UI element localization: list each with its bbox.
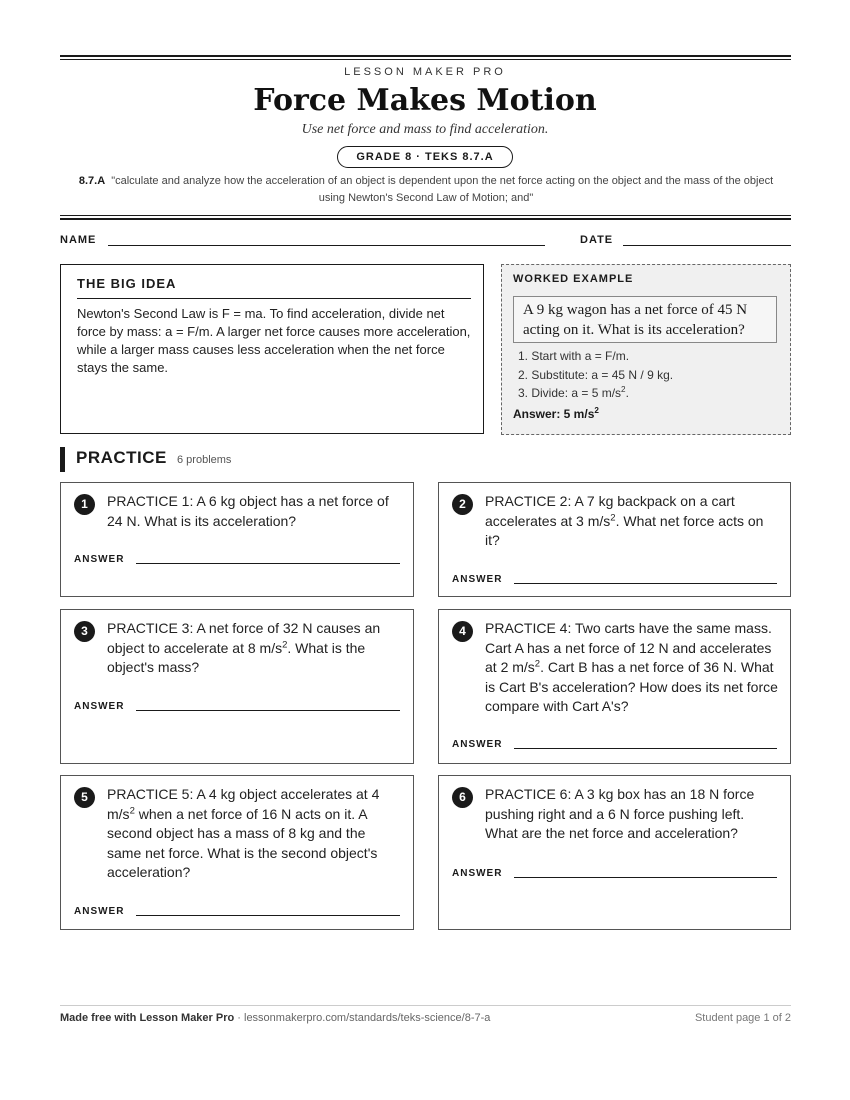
standard-description [66,173,786,207]
problem-number-badge: 4 [452,621,473,642]
footer-credit: Made free with Lesson Maker Pro · lessonmakerpro.com/standards/teks-science/8-7-a [60,1012,491,1024]
footer-page-number: Student page 1 of 2 [694,1012,791,1024]
answer-field[interactable] [514,583,777,584]
worked-example-heading: WORKED EXAMPLE [513,273,634,285]
problem-text: PRACTICE 4: Two carts have the same mass. Cart A has a net force of 12 N and accelerates at 2 $m/s^2$. Cart B has a net force of 36 N. What is Cart B's acceleration? How does its net force compare with Cart A's? [485,620,778,714]
worked-example-steps [518,347,673,403]
standard-code: 8.7.A [78,175,106,187]
practice-card-2 [438,482,791,597]
practice-heading: PRACTICE [76,448,167,467]
big-idea-text: Newton's Second Law is F = ma. To find acceleration, divide net force by mass: a = F/m. A larger net force causes more acceleration, while a larger mass causes less acceleration when the net force stays the same. [77,306,471,375]
problem-number-badge: 6 [452,787,473,808]
big-idea-box [60,264,484,434]
answer-label: ANSWER [74,701,125,712]
answer-label: ANSWER [74,554,125,565]
answer-field[interactable] [514,877,777,878]
practice-card-3 [60,609,414,764]
practice-card-6 [438,775,791,930]
big-idea-heading: THE BIG IDEA [77,276,177,291]
header-bottom-rule-thick [60,218,791,220]
footer-divider [60,1005,791,1006]
worked-example-box [501,264,791,435]
page-title: Force Makes Motion [253,83,597,118]
date-field[interactable] [623,245,791,246]
problem-number-badge: 3 [74,621,95,642]
brand-label: LESSON MAKER PRO [344,66,506,78]
practice-card-4 [438,609,791,764]
footer-url[interactable]: lessonmakerpro.com/standards/teks-science/8-7-a [244,1012,491,1024]
problem-text: PRACTICE 6: A 3 kg box has an 18 N force pushing right and a 6 N force pushing left. What are the net force and acceleration? [485,786,755,841]
worked-example-step-2: 2. Substitute: a = 45 N / 9 kg. [518,367,674,382]
problem-text: PRACTICE 2: A 7 kg backpack on a cart accelerates at 3 $m/s^2$. What net force acts on it? [485,493,764,548]
practice-count: 6 problems [177,454,232,466]
worked-example-step-3: 3. Divide: a = 5 $m/s^2$. [518,385,629,400]
answer-label: ANSWER [452,868,503,879]
answer-label: ANSWER [74,906,125,917]
practice-card-1 [60,482,414,597]
problem-text: PRACTICE 3: A net force of 32 N causes an object to accelerate at 8 $m/s^2$. What is the object's mass? [107,620,381,675]
top-rule-thick [60,55,791,57]
answer-field[interactable] [136,915,400,916]
problem-number-badge: 5 [74,787,95,808]
top-rule-thin [60,59,791,60]
problem-number-badge: 2 [452,494,473,515]
problem-number-badge: 1 [74,494,95,515]
footer-made-with: Made free with Lesson Maker Pro [60,1012,235,1024]
answer-field[interactable] [514,748,777,749]
grade-badge: GRADE 8 · TEKS 8.7.A [337,146,513,168]
answer-label: ANSWER [452,739,503,750]
page-subtitle: Use net force and mass to find acceleration. [301,122,549,137]
date-label: DATE [580,234,614,246]
header-bottom-rule-thin [60,215,791,216]
worked-example-step-1: 1. Start with a = F/m. [518,349,630,363]
problem-text: PRACTICE 1: A 6 kg object has a net force of 24 N. What is its acceleration? [107,493,389,529]
worked-example-question: A 9 kg wagon has a net force of 45 N acting on it. What is its acceleration? [513,296,777,343]
worked-example-answer: Answer: 5 $m/s^2$ [513,406,599,421]
practice-card-5 [60,775,414,930]
standard-text: "calculate and analyze how the acceleration of an object is dependent upon the net force acting on the object and the mass of the object using Newton's Second Law of Motion; and" [111,175,774,204]
practice-section-marker [60,447,65,472]
answer-field[interactable] [136,710,400,711]
big-idea-divider [77,298,471,299]
answer-field[interactable] [136,563,400,564]
name-label: NAME [60,234,97,246]
problem-text: PRACTICE 5: A 4 kg object accelerates at 4 $m/s^2$ when a net force of 16 N acts on it. A second object has a mass of 8 kg and the same net force. What is the second object's acceleration? [107,786,380,880]
name-field[interactable] [108,245,545,246]
answer-label: ANSWER [452,574,503,585]
